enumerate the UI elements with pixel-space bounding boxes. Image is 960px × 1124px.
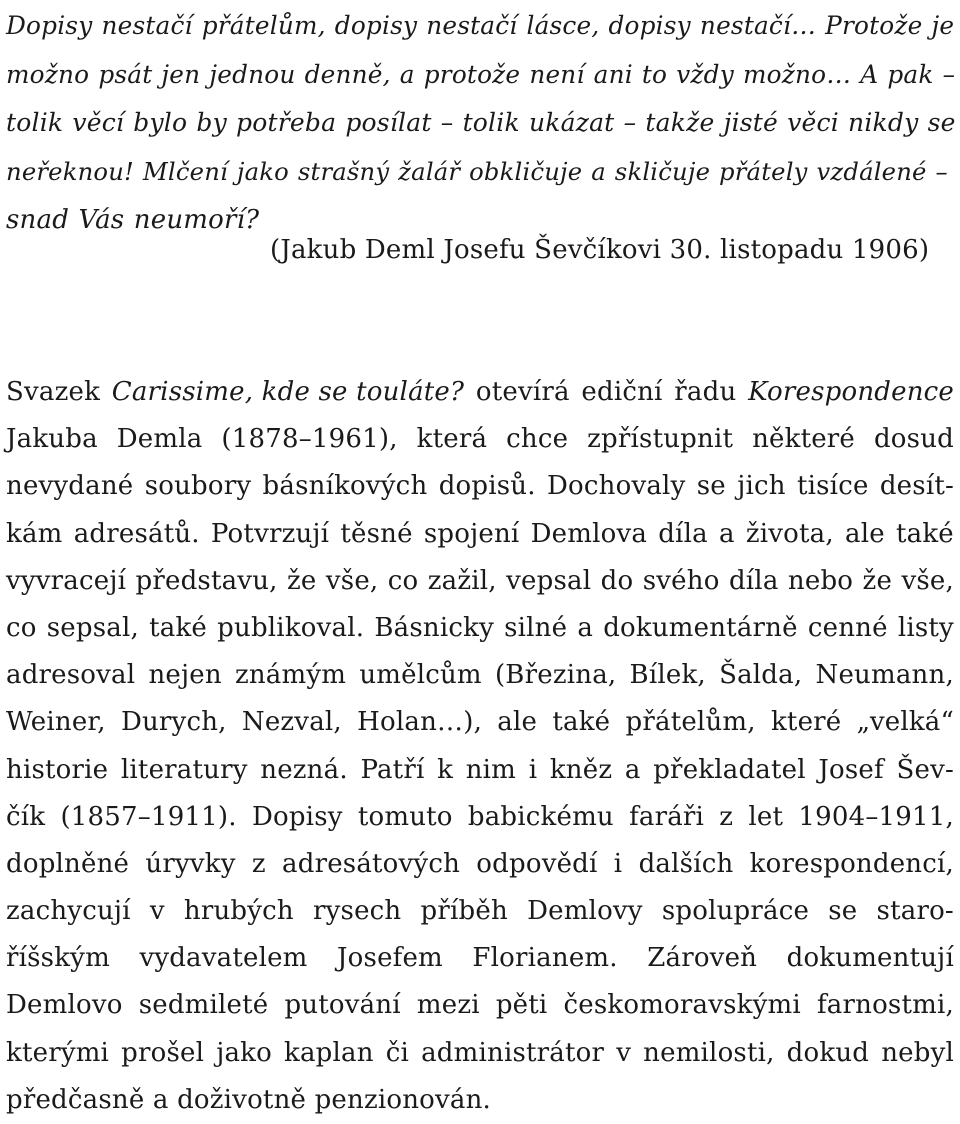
body-word: kterými: [6, 1037, 110, 1068]
body-word: která: [416, 424, 488, 455]
body-paragraph: [6, 369, 954, 1124]
body-word: přátelům,: [625, 707, 756, 738]
body-word: Nezval,: [241, 707, 342, 738]
body-word: literatury: [120, 754, 248, 785]
body-word: do: [600, 565, 634, 596]
body-word: Šalda,: [719, 660, 803, 691]
body-word: a: [624, 754, 641, 785]
body-line: [6, 1030, 954, 1077]
body-word: vše,: [901, 565, 954, 596]
body-word: v: [149, 896, 165, 927]
body-word: či: [385, 1037, 410, 1068]
body-word: a: [577, 612, 594, 643]
body-word: tisíce: [796, 471, 869, 502]
body-word: faráři: [629, 801, 705, 832]
body-word: spojení: [423, 518, 520, 549]
body-word: díla: [728, 565, 779, 596]
body-word: (Březina,: [494, 660, 617, 691]
body-line: předčasně a doživotně penzionován.: [6, 1084, 492, 1115]
body-word: dokumentují: [786, 943, 954, 974]
body-word: života,: [745, 518, 834, 549]
body-word: pěti: [495, 990, 548, 1021]
body-word: Bílek,: [629, 660, 706, 691]
body-word: z: [719, 801, 734, 832]
body-word: příběh: [420, 896, 508, 927]
body-word: Demlovo: [6, 990, 123, 1021]
body-word: i: [528, 754, 538, 785]
epigraph-attribution: (Jakub Deml Josefu Ševčíkovi 30. listopadu 1906): [270, 235, 930, 265]
body-word: ale: [845, 518, 885, 549]
body-word: doplněné: [6, 848, 130, 879]
body-line: [6, 935, 954, 982]
epigraph-line: neřeknou! Mlčení jako strašný žalář obkličuje a skličuje přátely vzdálené –: [6, 156, 948, 186]
body-line: [6, 652, 954, 699]
body-word: k: [437, 754, 454, 785]
body-word: listy: [897, 612, 954, 643]
body-line: [6, 605, 954, 652]
body-line: [6, 369, 954, 416]
epigraph-line: snad Vás neumoří?: [6, 205, 260, 235]
body-word: Zároveň: [647, 943, 758, 974]
body-word: českomoravskými: [563, 990, 801, 1021]
body-word: babickému: [467, 801, 614, 832]
body-word: historie: [6, 754, 109, 785]
body-word: tomuto: [357, 801, 453, 832]
body-word: ale: [497, 707, 538, 738]
body-word: spolupráce: [661, 896, 810, 927]
body-word: Dochovaly: [547, 471, 686, 502]
body-line: [6, 747, 954, 794]
body-word: čík: [6, 801, 46, 832]
body-word: hrubých: [183, 896, 294, 927]
body-word: představu,: [135, 565, 278, 596]
body-word: Básnicky: [374, 612, 494, 643]
body-word: také: [149, 612, 208, 643]
body-word: zpřístupnit: [587, 424, 734, 455]
body-word: Durych,: [120, 707, 227, 738]
body-word: Potvrzují: [210, 518, 330, 549]
body-line: [6, 416, 954, 463]
body-word: Patří: [360, 754, 425, 785]
body-word: že: [287, 565, 317, 596]
body-word: nebyl: [881, 1037, 954, 1068]
body-word: odpovědí: [476, 848, 598, 879]
body-word: některé: [752, 424, 856, 455]
body-line: [6, 888, 954, 935]
body-word: také: [552, 707, 611, 738]
body-word: adresátových: [282, 848, 461, 879]
epigraph-line: Dopisy nestačí přátelům, dopisy nestačí lásce, dopisy nestačí… Protože je: [6, 11, 955, 40]
body-word: básníkových: [262, 471, 428, 502]
body-word: soubory: [144, 471, 252, 502]
body-word: také: [895, 518, 954, 549]
body-word: zachycují: [6, 896, 131, 927]
body-word: Josef: [818, 754, 884, 785]
body-word: Šev-: [896, 754, 954, 785]
body-word: staro-: [876, 896, 954, 927]
body-word: Weiner,: [6, 707, 106, 738]
body-word: dopisů.: [438, 471, 536, 502]
body-word: z: [251, 848, 266, 879]
body-word: i: [613, 848, 623, 879]
book-title: Carissime, kde se touláte?: [111, 377, 465, 407]
body-word: říšským: [6, 943, 110, 974]
body-word: (1878–1961),: [221, 424, 398, 455]
body-word: umělcům: [359, 660, 482, 691]
body-word: kaplan: [284, 1037, 374, 1068]
body-word: překladatel: [653, 754, 806, 785]
body-word: prošel: [121, 1037, 205, 1068]
body-word: dokud: [786, 1037, 870, 1068]
body-word: se: [828, 896, 858, 927]
body-word: sedmileté: [138, 990, 269, 1021]
body-word: nejen: [148, 660, 222, 691]
epigraph-line: možno psát jen jednou denně, a protože není ani to vždy možno… A pak –: [6, 59, 956, 89]
body-word: které: [770, 707, 842, 738]
body-line: [6, 463, 954, 510]
body-word: otevírá: [475, 377, 570, 407]
body-word: korespondencí,: [749, 848, 954, 879]
body-word: putování: [284, 990, 401, 1021]
body-word: Jakuba: [6, 424, 98, 455]
body-word: (1857–1911).: [60, 801, 237, 832]
body-word: zažil,: [427, 565, 497, 596]
body-word: vepsal: [506, 565, 592, 596]
body-word: se: [696, 471, 726, 502]
body-word: v: [616, 1037, 632, 1068]
body-word: adresátů.: [73, 518, 200, 549]
body-word: cenné: [807, 612, 888, 643]
epigraph-line: tolik věcí bylo by potřeba posílat – tolik ukázat – takže jisté věci nikdy se: [6, 108, 956, 137]
body-word: ediční: [581, 377, 663, 407]
body-word: kněz: [549, 754, 613, 785]
body-word: Neumann,: [815, 660, 954, 691]
body-line: [6, 794, 954, 841]
body-line: [6, 699, 954, 746]
body-word: nim: [465, 754, 517, 785]
body-word: a: [718, 518, 735, 549]
body-word: adresoval: [6, 660, 136, 691]
body-word: Svazek: [6, 377, 101, 407]
body-word: rysech: [313, 896, 402, 927]
body-word: Demla: [116, 424, 203, 455]
body-word: nebo: [787, 565, 854, 596]
body-word: Josefem: [337, 943, 443, 974]
body-word: nemilosti,: [643, 1037, 775, 1068]
body-word: farnostmi,: [816, 990, 954, 1021]
body-word: 1904–1911,: [798, 801, 954, 832]
body-word: vše,: [325, 565, 379, 596]
body-word: dosud: [873, 424, 954, 455]
series-title: Korespondence: [748, 377, 954, 407]
body-word: jich: [737, 471, 786, 502]
body-word: „velká“: [856, 707, 954, 738]
body-word: let: [748, 801, 784, 832]
body-word: řadu: [674, 377, 737, 407]
body-word: dokumentárně: [603, 612, 798, 643]
body-word: Dopisy: [251, 801, 343, 832]
body-word: Demlova: [530, 518, 648, 549]
body-word: vydavatelem: [139, 943, 308, 974]
body-word: co: [6, 612, 37, 643]
body-word: administrátor: [421, 1037, 605, 1068]
body-line: [6, 841, 954, 888]
body-word: úryvky: [145, 848, 236, 879]
body-word: že: [862, 565, 893, 596]
body-word: chce: [506, 424, 569, 455]
body-word: známým: [234, 660, 347, 691]
body-word: Florianem.: [472, 943, 618, 974]
body-word: Demlovy: [527, 896, 643, 927]
body-word: jako: [216, 1037, 272, 1068]
body-word: kám: [6, 518, 63, 549]
body-word: vyvracejí: [6, 565, 127, 596]
body-line: [6, 982, 954, 1029]
epigraph: [6, 2, 956, 245]
body-word: sepsal,: [46, 612, 139, 643]
body-word: nezná.: [260, 754, 348, 785]
body-word: desít-: [879, 471, 954, 502]
body-word: nevydané: [6, 471, 134, 502]
body-word: těsné: [340, 518, 413, 549]
body-line: [6, 558, 954, 605]
body-line: [6, 511, 954, 558]
body-word: díla: [658, 518, 708, 549]
body-word: Holan…),: [357, 707, 483, 738]
body-word: silné: [504, 612, 568, 643]
body-word: co: [387, 565, 419, 596]
body-word: publikoval.: [217, 612, 365, 643]
body-word: dalších: [638, 848, 734, 879]
body-word: svého: [642, 565, 720, 596]
body-word: mezi: [416, 990, 480, 1021]
